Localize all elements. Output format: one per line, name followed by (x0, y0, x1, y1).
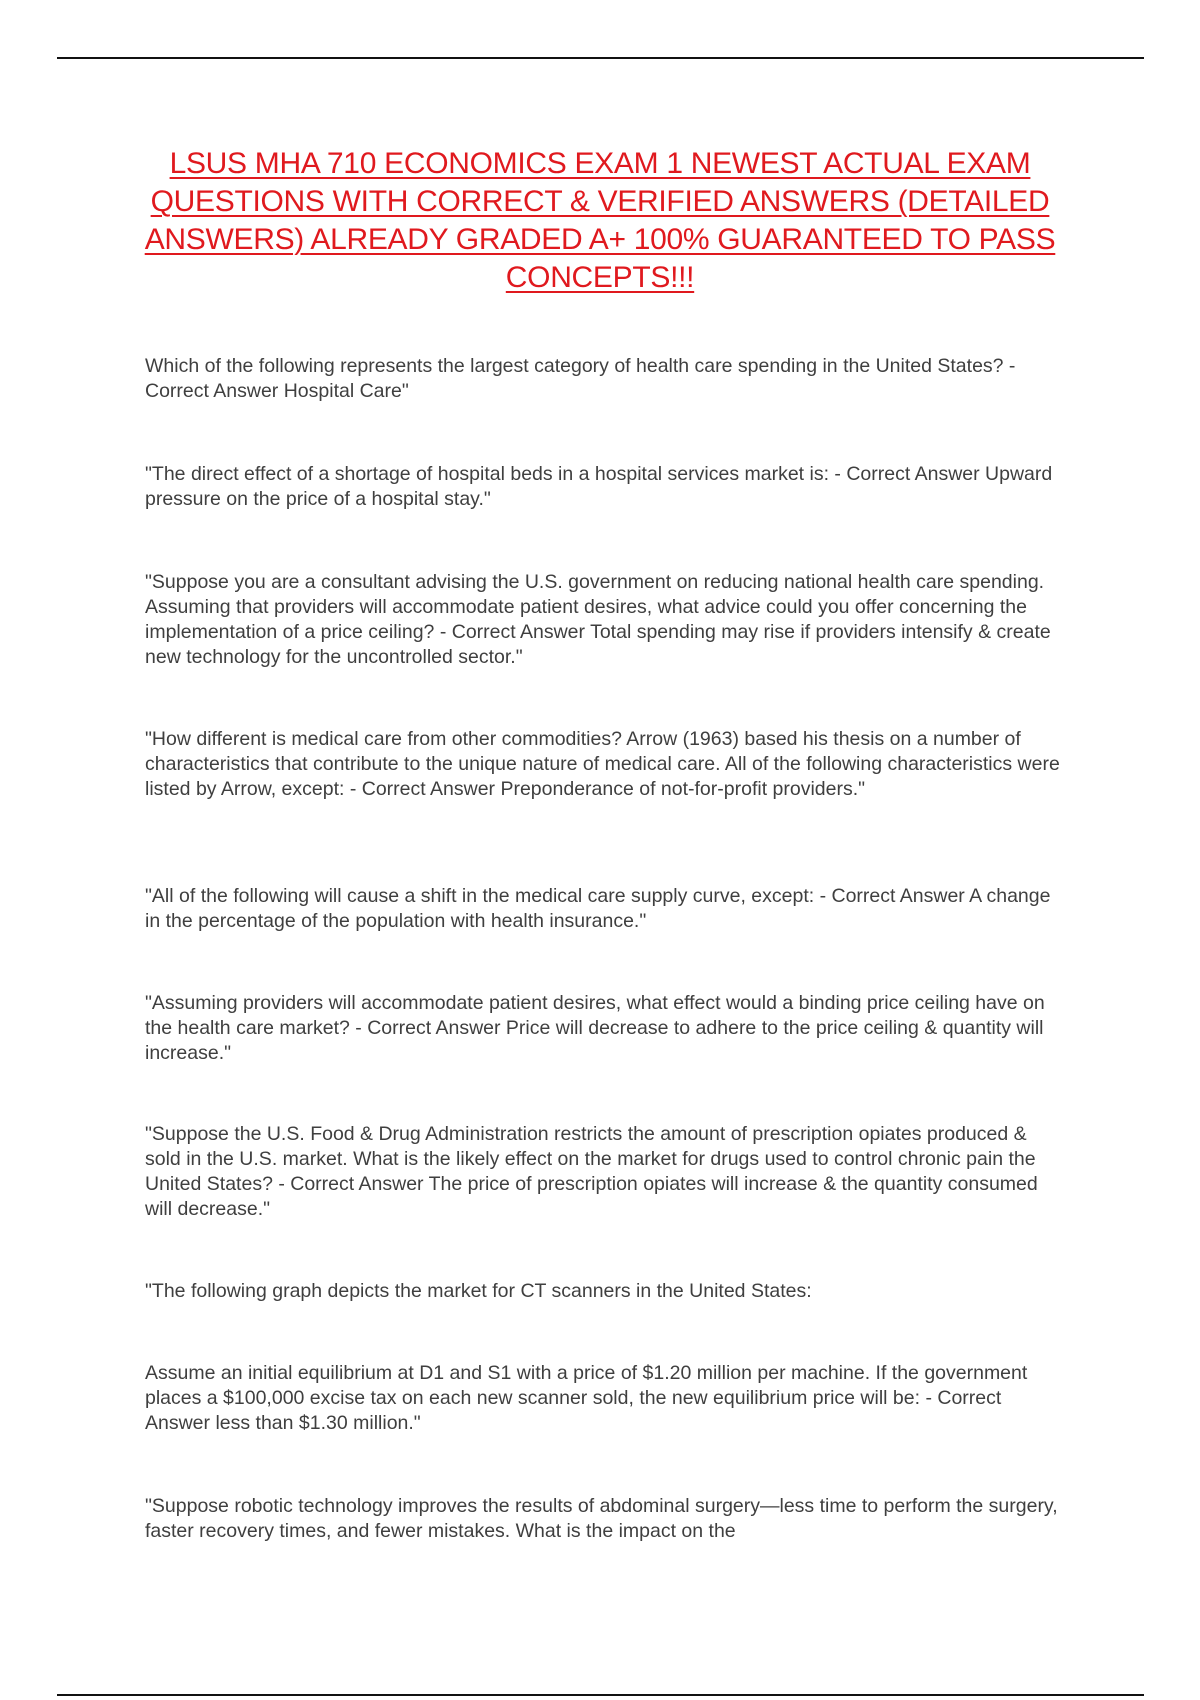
header-rule (57, 57, 1144, 59)
question-5: "All of the following will cause a shift in the medical care supply curve, except: - Correct Answer A change in the percentage of the population with health insurance." (145, 885, 1051, 932)
question-8: "The following graph depicts the market for CT scanners in the United States: (145, 1280, 812, 1302)
question-7: "Suppose the U.S. Food & Drug Administration restricts the amount of prescription opiates produced & sold in the U.S. market. What is the likely effect on the market for drugs used to control chronic pain the United States? - Correct Answer The price of prescription opiates will increase & the quantity consumed will decrease." (145, 1123, 1038, 1220)
footer-rule (57, 1694, 1144, 1696)
question-1: Which of the following represents the largest category of health care spending in the United States? - Correct Answer Hospital Care" (145, 355, 1016, 402)
question-4: "How different is medical care from other commodities? Arrow (1963) based his thesis on a number of characteristics that contribute to the unique nature of medical care. All of the following characteristics were listed by Arrow, except: - Correct Answer Preponderance of not-for-profit providers." (145, 728, 1060, 800)
document-title: LSUS MHA 710 ECONOMICS EXAM 1 NEWEST ACTUAL EXAM QUESTIONS WITH CORRECT & VERIFIED ANSWERS (DETAILED ANSWERS) ALREADY GRADED A+ 100% GUARANTEED TO PASS CONCEPTS!!! (144, 147, 1056, 294)
question-3: "Suppose you are a consultant advising the U.S. government on reducing national health care spending. Assuming that providers will accommodate patient desires, what advice could you offer concerning the implementation of a price ceiling? - Correct Answer Total spending may rise if providers intensify & create new technology for the uncontrolled sector." (145, 571, 1051, 668)
question-9: "Suppose robotic technology improves the results of abdominal surgery—less time to perform the surgery, faster recovery times, and fewer mistakes. What is the impact on the (145, 1495, 1058, 1542)
question-6: "Assuming providers will accommodate patient desires, what effect would a binding price ceiling have on the health care market? - Correct Answer Price will decrease to adhere to the price ceiling & quantity will increase." (145, 992, 1045, 1064)
question-8-continued: Assume an initial equilibrium at D1 and S1 with a price of $1.20 million per machine. If the government places a $100,000 excise tax on each new scanner sold, the new equilibrium price will be: - Correct Answer less than $1.30 million." (145, 1362, 1028, 1434)
question-2: "The direct effect of a shortage of hospital beds in a hospital services market is: - Correct Answer Upward pressure on the price of a hospital stay." (145, 463, 1053, 510)
